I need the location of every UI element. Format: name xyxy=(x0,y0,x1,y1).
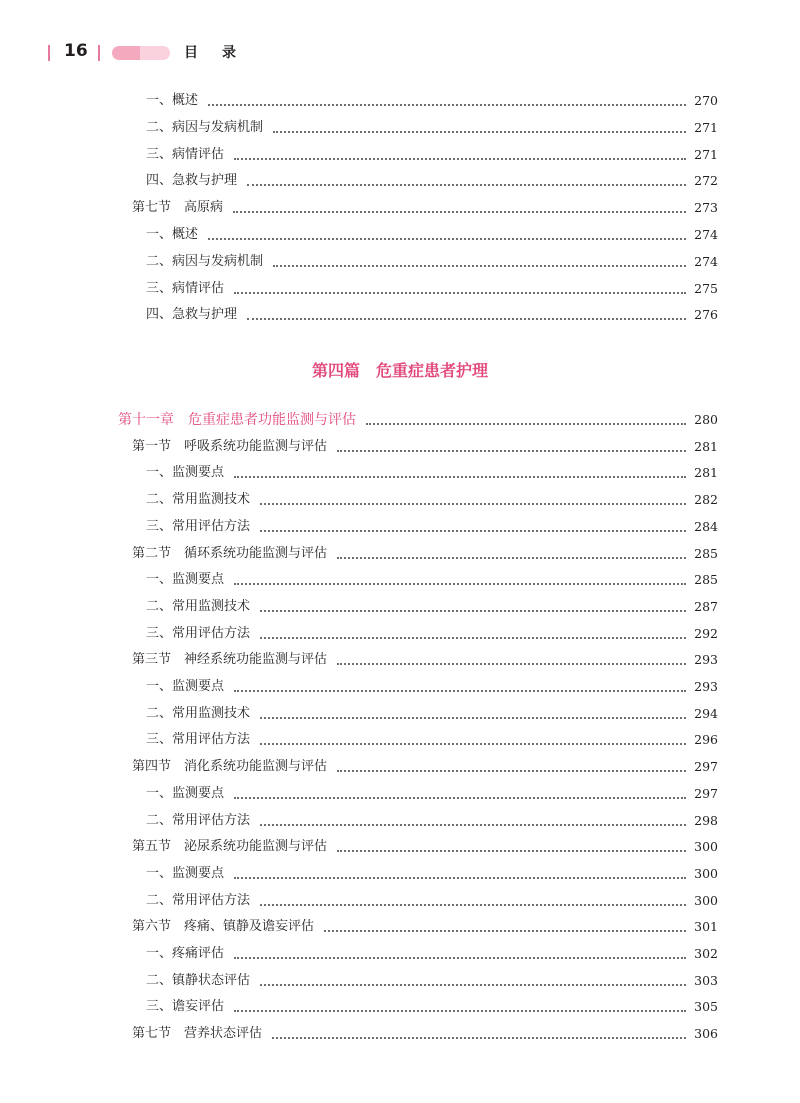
toc-leader-dots xyxy=(337,770,686,772)
toc-leader-dots xyxy=(233,211,686,213)
toc-leader-dots xyxy=(337,557,686,559)
toc-entry-title: 二、常用监测技术 xyxy=(146,705,251,721)
toc-page-number: 305 xyxy=(694,999,718,1015)
toc-entry-title: 第七节 营养状态评估 xyxy=(132,1026,263,1042)
toc-entry-title: 二、镇静状态评估 xyxy=(146,972,251,988)
toc-entry-title: 四、急救与护理 xyxy=(146,307,238,323)
toc-entry-title: 二、常用监测技术 xyxy=(146,492,251,508)
toc-page-number: 281 xyxy=(694,438,718,454)
toc-leader-dots xyxy=(260,530,686,532)
toc-leader-dots xyxy=(260,904,686,906)
header-right-bar xyxy=(98,45,100,61)
toc-entry-title: 二、常用监测技术 xyxy=(146,598,251,614)
toc-entry-title: 一、监测要点 xyxy=(146,465,225,481)
toc-entry-title: 第一节 呼吸系统功能监测与评估 xyxy=(132,438,328,454)
header-pill-light xyxy=(140,46,170,60)
header-title: 目录 xyxy=(184,45,260,61)
toc-entry-item[interactable] xyxy=(0,944,800,964)
toc-entry-item[interactable] xyxy=(0,891,800,911)
toc-entry-section[interactable] xyxy=(0,650,800,670)
toc-entry-title: 一、监测要点 xyxy=(146,865,225,881)
toc-leader-dots xyxy=(208,238,686,240)
toc-entry-title: 一、监测要点 xyxy=(146,785,225,801)
toc-leader-dots xyxy=(234,797,686,799)
toc-entry-title: 第三节 神经系统功能监测与评估 xyxy=(132,652,328,668)
toc-leader-dots xyxy=(234,1010,686,1012)
toc-entry-title: 四、急救与护理 xyxy=(146,173,238,189)
toc-entry-item[interactable] xyxy=(0,305,800,325)
toc-leader-dots xyxy=(337,450,686,452)
toc-entry-title: 三、常用评估方法 xyxy=(146,732,251,748)
page-number: 16 xyxy=(64,41,88,61)
toc-page-number: 271 xyxy=(694,119,718,135)
toc-entry-item[interactable] xyxy=(0,145,800,165)
toc-leader-dots xyxy=(366,423,686,425)
toc-page-number: 293 xyxy=(694,679,718,694)
toc-page-number: 296 xyxy=(694,732,718,748)
toc-leader-dots xyxy=(260,743,686,745)
toc-entry-item[interactable] xyxy=(0,677,800,697)
toc-leader-dots xyxy=(337,663,686,665)
toc-page-number: 284 xyxy=(694,518,718,534)
toc-page-number: 298 xyxy=(694,812,718,828)
toc-entry-title: 二、病因与发病机制 xyxy=(146,253,264,269)
toc-entry-item[interactable] xyxy=(0,279,800,299)
toc-page-number: 274 xyxy=(694,227,718,242)
toc-leader-dots xyxy=(234,292,686,294)
toc-entry-chapter[interactable] xyxy=(0,410,800,430)
toc-entry-title: 二、常用评估方法 xyxy=(146,892,251,908)
toc-entry-item[interactable] xyxy=(0,91,800,111)
toc-page-number: 300 xyxy=(694,865,718,881)
toc-entry-title: 三、常用评估方法 xyxy=(146,625,251,641)
toc-entry-item[interactable] xyxy=(0,811,800,831)
toc-page-number: 287 xyxy=(694,598,718,614)
toc-leader-dots xyxy=(234,158,686,160)
toc-entry-item[interactable] xyxy=(0,118,800,138)
toc-page-number: 280 xyxy=(694,412,718,427)
toc-page-number: 292 xyxy=(694,625,718,641)
toc-leader-dots xyxy=(324,930,686,932)
toc-leader-dots xyxy=(234,690,686,692)
toc-leader-dots xyxy=(234,583,686,585)
toc-entry-section[interactable] xyxy=(0,917,800,937)
toc-leader-dots xyxy=(208,104,686,106)
toc-entry-item[interactable] xyxy=(0,730,800,750)
toc-leader-dots xyxy=(247,318,686,320)
toc-page-number: 274 xyxy=(694,253,718,269)
toc-entry-section[interactable] xyxy=(0,198,800,218)
toc-entry-title: 一、疼痛评估 xyxy=(146,946,225,961)
toc-entry-item[interactable] xyxy=(0,225,800,245)
toc-leader-dots xyxy=(260,824,686,826)
part-title: 第四篇 危重症患者护理 xyxy=(311,361,488,380)
toc-entry-title: 第二节 循环系统功能监测与评估 xyxy=(132,545,328,561)
toc-entry-title: 三、谵妄评估 xyxy=(146,999,225,1015)
toc-entry-title: 一、监测要点 xyxy=(146,572,225,588)
toc-entry-title: 第五节 泌尿系统功能监测与评估 xyxy=(132,839,328,855)
toc-page-number: 273 xyxy=(694,200,718,216)
toc-page-number: 300 xyxy=(694,839,718,855)
toc-leader-dots xyxy=(234,476,686,478)
page-header xyxy=(0,38,800,68)
toc-entry-item[interactable] xyxy=(0,171,800,191)
toc-entry-title: 第六节 疼痛、镇静及谵妄评估 xyxy=(132,919,315,935)
toc-leader-dots xyxy=(234,877,686,879)
toc-page-number: 276 xyxy=(694,307,718,323)
toc-leader-dots xyxy=(247,184,686,186)
toc-page-number: 271 xyxy=(694,146,718,162)
toc-leader-dots xyxy=(273,131,686,133)
header-left-bar xyxy=(48,45,50,61)
toc-leader-dots xyxy=(260,984,686,986)
toc-entry-section[interactable] xyxy=(0,837,800,857)
toc-page-number: 303 xyxy=(694,972,718,988)
toc-entry-item[interactable] xyxy=(0,597,800,617)
header-pill-dark xyxy=(112,46,140,60)
toc-leader-dots xyxy=(260,503,686,505)
toc-entry-section[interactable] xyxy=(0,437,800,457)
toc-page-number: 270 xyxy=(694,93,718,108)
toc-leader-dots xyxy=(260,637,686,639)
toc-entry-item[interactable] xyxy=(0,704,800,724)
toc-leader-dots xyxy=(234,957,686,959)
toc-entry-item[interactable] xyxy=(0,864,800,884)
toc-page-number: 272 xyxy=(694,173,718,189)
toc-page-number: 297 xyxy=(694,785,718,801)
toc-entry-title: 一、监测要点 xyxy=(146,679,225,694)
toc-page-number: 294 xyxy=(694,705,718,721)
toc-entry-title: 第四节 消化系统功能监测与评估 xyxy=(132,759,328,775)
toc-entry-title: 二、常用评估方法 xyxy=(146,812,251,828)
toc-entry-item[interactable] xyxy=(0,570,800,590)
toc-leader-dots xyxy=(260,717,686,719)
toc-page-number: 297 xyxy=(694,759,718,775)
toc-page-number: 285 xyxy=(694,572,718,588)
toc-entry-title: 一、概述 xyxy=(146,227,199,242)
toc-entry-title: 三、病情评估 xyxy=(146,280,225,296)
toc-leader-dots xyxy=(273,265,686,267)
toc-page-number: 301 xyxy=(694,919,718,935)
toc-page-number: 282 xyxy=(694,492,718,508)
toc-entry-title: 三、常用评估方法 xyxy=(146,518,251,534)
toc-entry-item[interactable] xyxy=(0,517,800,537)
toc-page-number: 275 xyxy=(694,280,718,296)
toc-entry-title: 第十一章 危重症患者功能监测与评估 xyxy=(118,412,356,428)
toc-page-number: 302 xyxy=(694,946,718,961)
toc-leader-dots xyxy=(337,850,686,852)
toc-entry-title: 三、病情评估 xyxy=(146,146,225,162)
toc-entry-item[interactable] xyxy=(0,252,800,272)
toc-entry-item[interactable] xyxy=(0,490,800,510)
toc-entry-item[interactable] xyxy=(0,463,800,483)
toc-entry-section[interactable] xyxy=(0,757,800,777)
toc-entry-section[interactable] xyxy=(0,1024,800,1044)
toc-entry-title: 第七节 高原病 xyxy=(132,200,224,216)
toc-entry-title: 一、概述 xyxy=(146,93,199,108)
toc-page-number: 293 xyxy=(694,652,718,668)
toc-entry-item[interactable] xyxy=(0,784,800,804)
toc-entry-title: 二、病因与发病机制 xyxy=(146,119,264,135)
toc-page-number: 285 xyxy=(694,545,718,561)
toc-entry-section[interactable] xyxy=(0,544,800,564)
toc-page-number: 300 xyxy=(694,892,718,908)
toc-page-number: 281 xyxy=(694,465,718,481)
toc-entry-item[interactable] xyxy=(0,624,800,644)
toc-leader-dots xyxy=(272,1037,686,1039)
toc-entry-item[interactable] xyxy=(0,997,800,1017)
toc-leader-dots xyxy=(260,610,686,612)
toc-page-number: 306 xyxy=(694,1026,718,1042)
toc-entry-item[interactable] xyxy=(0,971,800,991)
